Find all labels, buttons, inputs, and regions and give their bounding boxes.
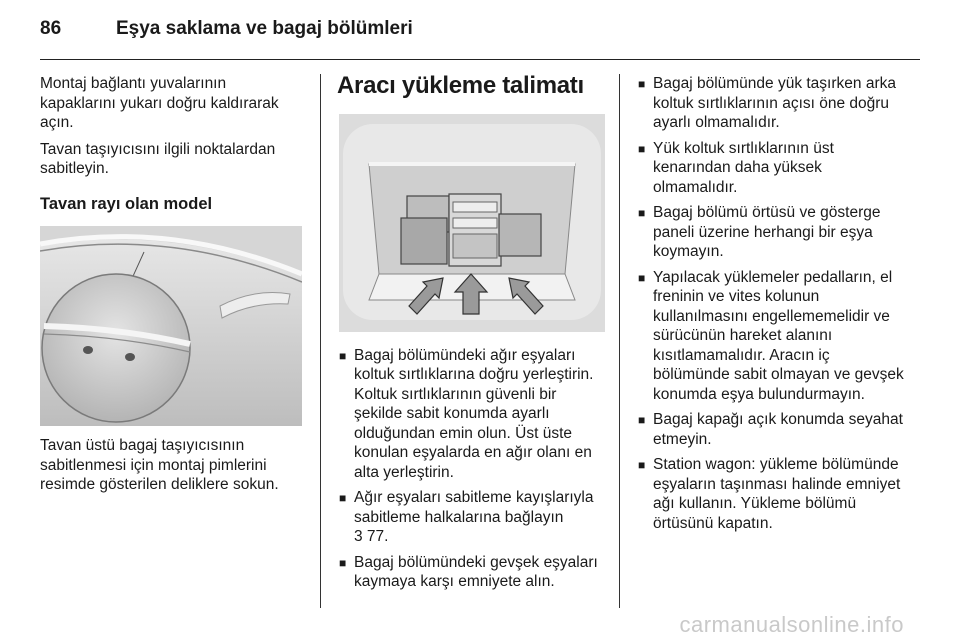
column-right [638,74,906,539]
bullet-icon: ■ [339,555,347,570]
roof-rail-caption: Tavan üstü bagaj taşıyıcısının sabitlenmesi için montaj pimlerini resimde gösterilen deliklere sokun. [40,437,279,493]
column-middle [339,74,607,598]
bullet-icon: ■ [638,270,646,285]
list-item-text: Yük koltuk sırtlıklarının üst kenarından daha yüksek olmamalıdır. [653,139,834,196]
cargo-loading-illustration [339,114,605,332]
list-item [638,139,906,198]
list-item [638,74,906,133]
list-item [339,346,607,483]
mount-cover-text: Montaj bağlantı yuvalarının kapaklarını yukarı doğru kaldırarak açın. [40,75,279,131]
page-reference[interactable]: 3 77. [354,528,389,545]
header-rule [40,59,920,60]
list-item [638,268,906,405]
bullet-icon: ■ [339,348,347,363]
list-item [638,455,906,533]
bullet-icon: ■ [339,491,347,505]
loading-rules-list [638,74,906,533]
fix-carrier-text: Tavan taşıyıcısını ilgili noktalardan sabitleyin. [40,140,276,177]
list-item [638,203,906,262]
list-item-text: Bagaj kapağı açık konumda seyahat etmeyin. [653,411,903,448]
bullet-icon: ■ [638,206,646,220]
roof-rail-illustration [40,226,302,426]
list-item [638,410,906,449]
list-item [339,553,607,592]
column-divider-2 [619,74,620,608]
roof-rail-heading: Tavan rayı olan model [40,194,213,213]
bullet-icon: ■ [638,413,646,427]
bullet-icon: ■ [638,141,646,156]
list-item-text: Ağır eşyaları sabitleme kayışlarıyla sabitleme halkalarına bağlayın [354,489,594,526]
bullet-icon: ■ [638,458,646,472]
list-item-text: Bagaj bölümünde yük taşırken arka koltuk sırtlıklarının açısı öne doğru ayarlı olmamalıdır. [653,75,896,131]
list-item-text: Bagaj bölümü örtüsü ve gösterge paneli üzerine herhangi bir eşya koymayın. [653,204,881,260]
list-item-text: Station wagon: yükleme bölümünde eşyaların taşınması halinde emniyet ağı kullanın. Yükleme bölümü örtüsünü kapatın. [653,456,901,532]
page-number: 86 [40,18,62,39]
list-item-text: Bagaj bölümündeki gevşek eşyaları kaymaya karşı emniyete alın. [354,553,598,590]
bullet-icon: ■ [638,77,646,91]
column-divider-1 [320,74,321,608]
list-item [339,488,607,547]
list-item-text: Bagaj bölümündeki ağır eşyaları koltuk sırtlıklarına doğru yerleştirin. Koltuk sırtlıklarının güvenli bir şekilde sabit konumda ayarlı olduğundan emin olun. Üst üste konulan eşyalarda en ağır olanı en alta yerleştirin. [354,346,594,481]
loading-instructions-heading: Aracı yükleme talimatı [337,72,584,99]
chapter-title: Eşya saklama ve bagaj bölümleri [116,18,413,39]
watermark: carmanualsonline.info [679,612,904,637]
loading-bullet-list [339,346,607,592]
list-item-text: Yapılacak yüklemeler pedalların, el freninin ve vites kolunun kullanılmasını engellememelidir ve sürücünün hareket alanını kısıtlamamalıdır. Aracın iç bölümünde sabit olmayan ve gevşek konumda eşya bulundurmayın. [653,268,904,403]
column-left [40,74,300,502]
